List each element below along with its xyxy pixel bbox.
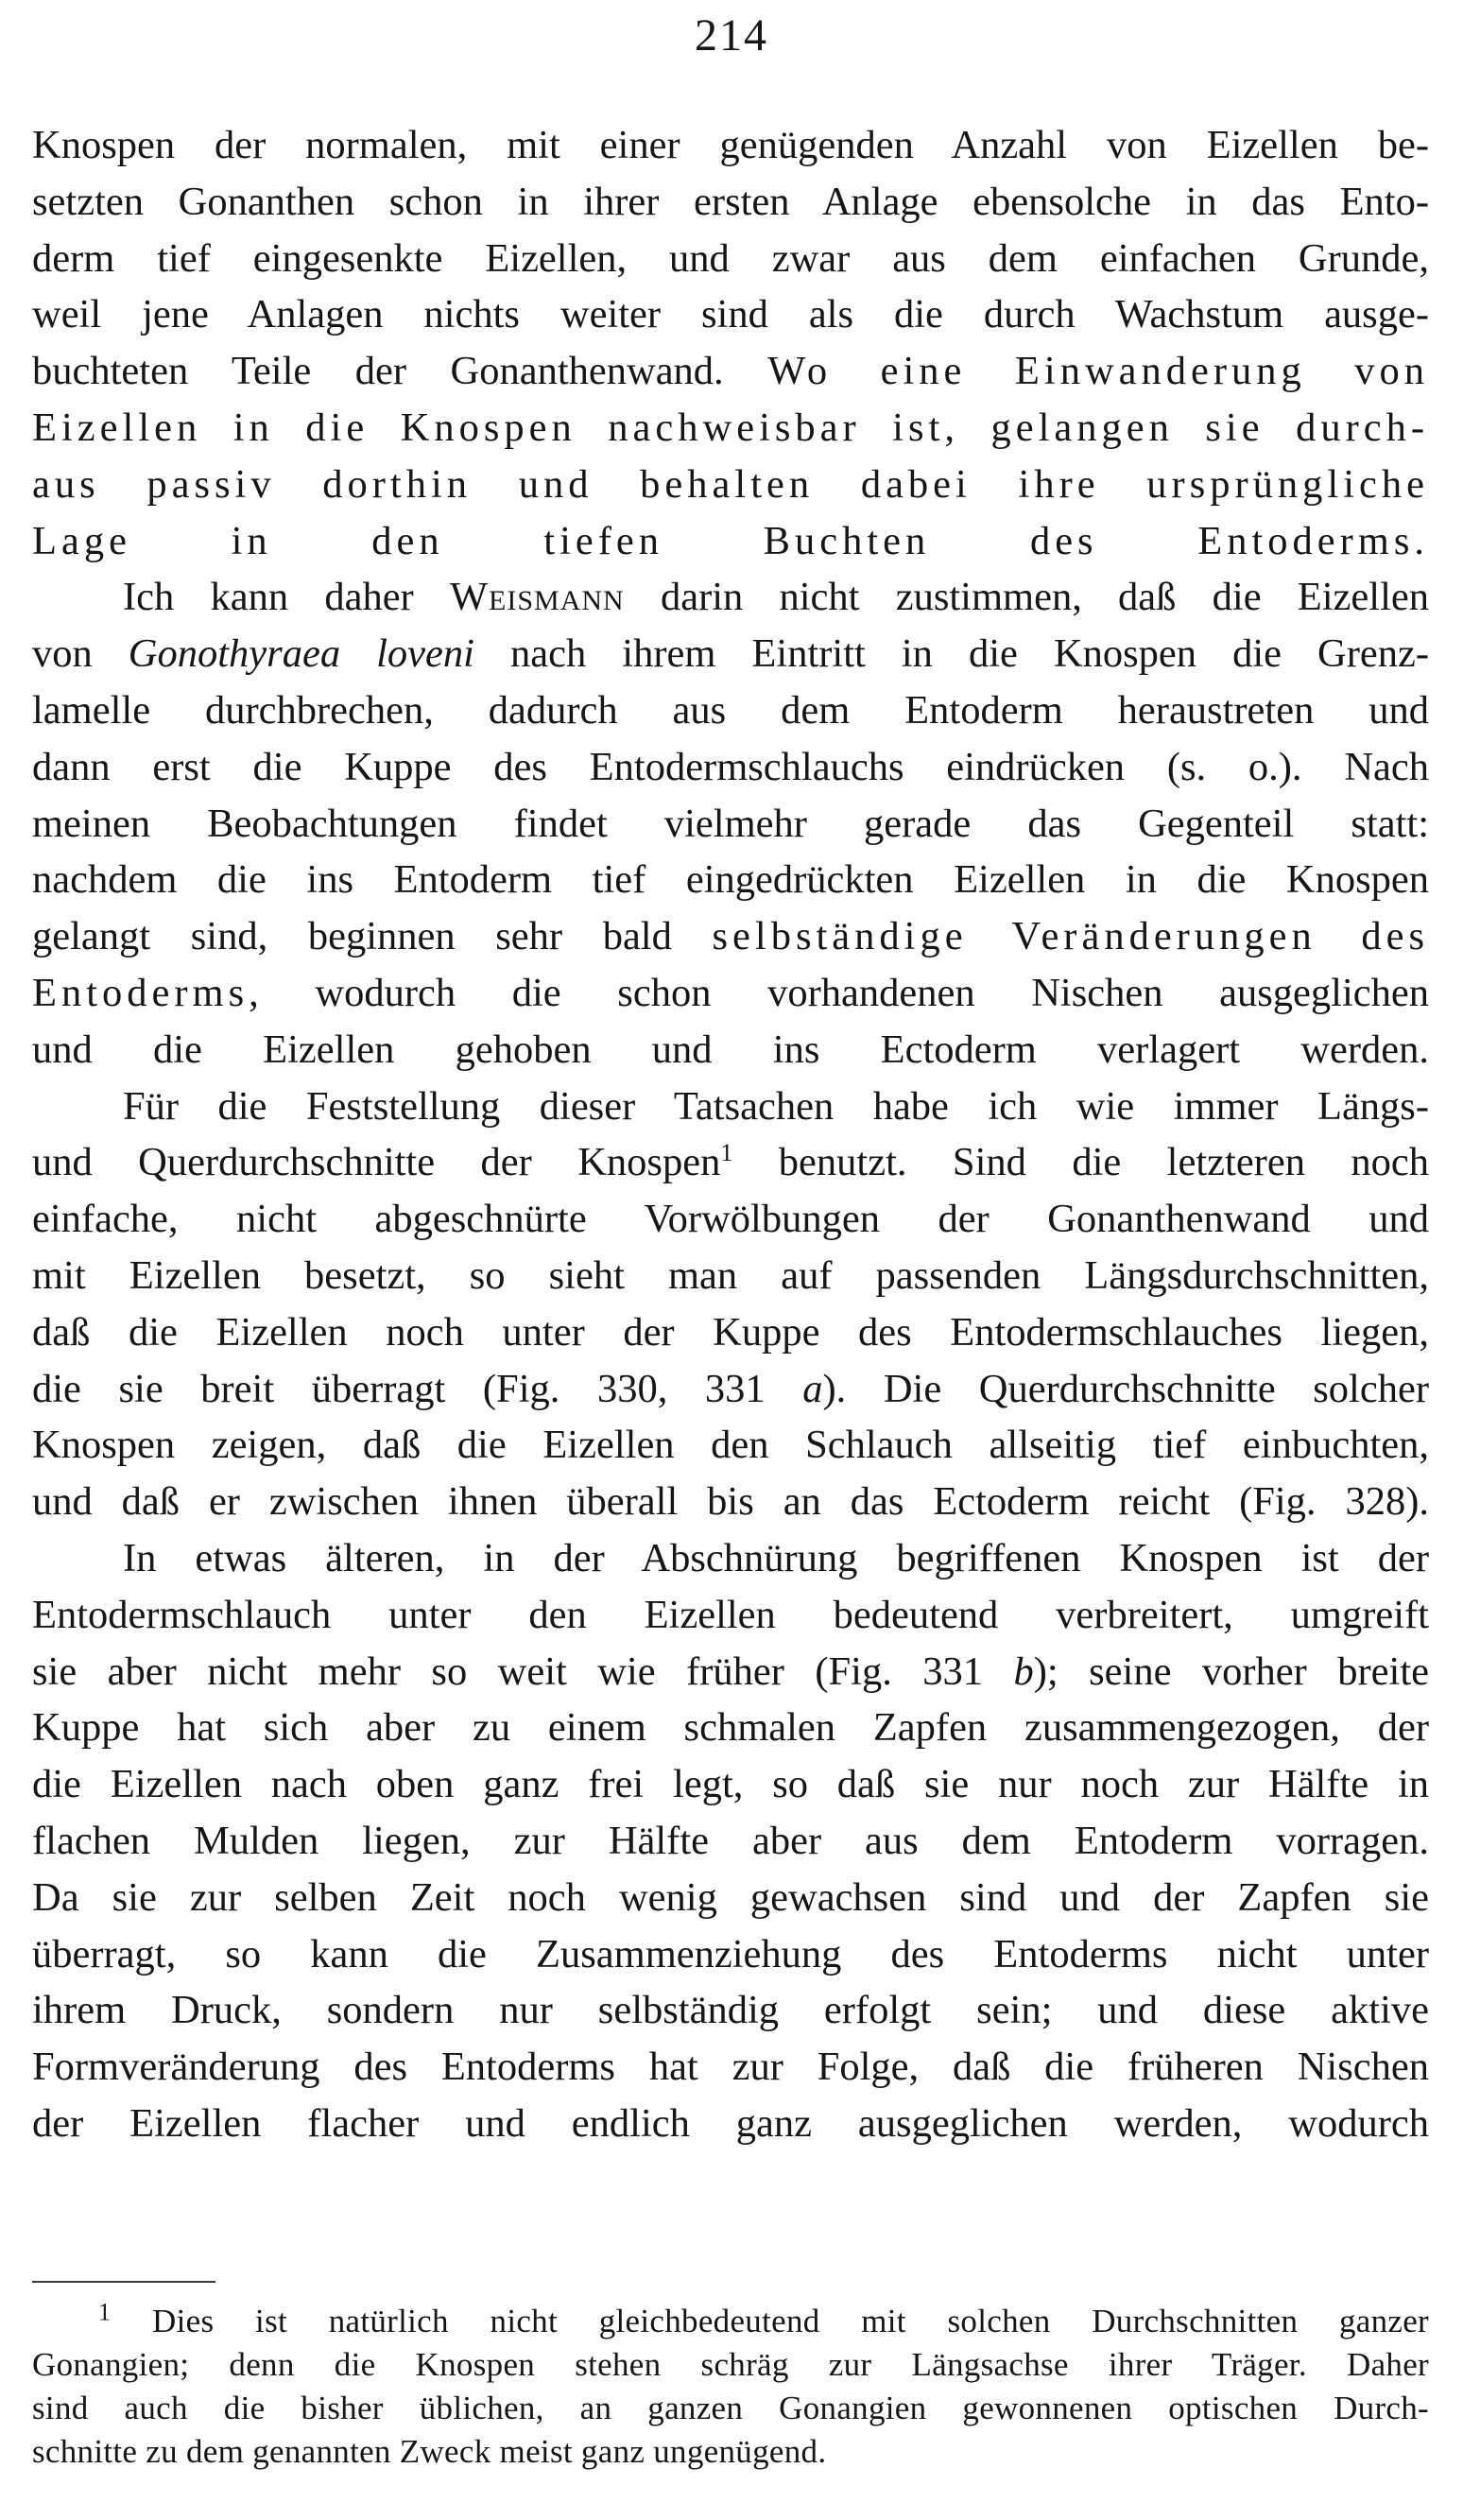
text-line	[32, 908, 1429, 965]
text-line	[32, 626, 1429, 682]
text-line: setzten Gonanthen schon in ihrer ersten Anlage ebensolche in das Ento-	[32, 179, 1429, 224]
spaced-text-line: Lage in den tiefen Buchten des Entoderms.	[32, 518, 1429, 563]
text-run: buchteten Teile der Gonanthenwand.	[32, 349, 724, 394]
spaced-text-line: Eizellen in die Knospen nachweisbar ist, gelangen sie durch-	[32, 405, 1429, 450]
text-line: Entodermschlauch unter den Eizellen bedeutend verbreitert, umgreift	[32, 1592, 1429, 1637]
text-run: Dies ist natürlich nicht gleichbedeutend mit solchen Durchschnitten ganzer	[111, 2303, 1429, 2339]
footnote-divider	[32, 2281, 215, 2283]
text-run: darin nicht zustimmen, daß die Eizellen	[624, 575, 1430, 620]
figure-label: a	[802, 1366, 823, 1411]
footnote	[32, 2300, 1429, 2474]
text-run: nach ihrem Eintritt in die Knospen die Grenz-	[473, 631, 1430, 677]
text-run: und Querdurchschnitte der Knospen	[32, 1140, 721, 1185]
footnote-marker: 1	[98, 2298, 112, 2326]
paragraph-1	[32, 117, 1429, 569]
spaced-text: Wo eine Einwanderung von	[767, 349, 1430, 394]
text-line: derm tief eingesenkte Eizellen, und zwar aus dem einfachen Grunde,	[32, 235, 1429, 281]
text-line: und die Eizellen gehoben und ins Ectoderm verlagert werden.	[32, 1027, 1429, 1072]
text-line: einfache, nicht abgeschnürte Vorwölbungen der Gonanthenwand und	[32, 1197, 1429, 1242]
text-line: weil jene Anlagen nichts weiter sind als die durch Wachstum ausge-	[32, 292, 1429, 337]
text-line: Formveränderung des Entoderms hat zur Folge, daß die früheren Nischen	[32, 2045, 1429, 2090]
text-run: von	[32, 631, 129, 677]
text-line: flachen Mulden liegen, zur Hälfte aber aus dem Entoderm vorragen.	[32, 1818, 1429, 1863]
text-line: In etwas älteren, in der Abschnürung begriffenen Knospen ist der	[123, 1535, 1429, 1580]
author-name: Weismann	[449, 575, 625, 620]
text-run: , wodurch die schon vorhandenen Nischen ausgeglichen	[249, 970, 1429, 1015]
text-line: und daß er zwischen ihnen überall bis an das Ectoderm reicht (Fig. 328).	[32, 1479, 1429, 1525]
spaced-text-line: aus passiv dorthin und behalten dabei ihre ursprüngliche	[32, 461, 1429, 507]
text-line: nachdem die ins Entoderm tief eingedrückten Eizellen in die Knospen	[32, 857, 1429, 903]
text-line: die Eizellen nach oben ganz frei legt, so daß sie nur noch zur Hälfte in	[32, 1762, 1429, 1807]
spaced-text: Entoderms	[32, 970, 250, 1015]
text-line: Knospen zeigen, daß die Eizellen den Schlauch allseitig tief einbuchten,	[32, 1423, 1429, 1468]
paragraph-4	[32, 1530, 1429, 2152]
footnote-line	[32, 2300, 1429, 2343]
text-run: benutzt. Sind die letzteren noch	[732, 1140, 1429, 1185]
text-run: ); seine vorher breite	[1033, 1648, 1430, 1694]
footnote-line: sind auch die bisher üblichen, an ganzen Gonangien gewonnenen optischen Durch-	[32, 2390, 1429, 2426]
text-line	[32, 1134, 1429, 1191]
paragraph-2	[32, 569, 1429, 1078]
paragraph-3	[32, 1079, 1429, 1530]
text-line: Kuppe hat sich aber zu einem schmalen Zapfen zusammengezogen, der	[32, 1705, 1429, 1751]
text-line	[32, 1644, 1429, 1700]
text-run: gelangt sind, beginnen sehr bald	[32, 914, 713, 959]
text-line: meinen Beobachtungen findet vielmehr gerade das Gegenteil statt:	[32, 801, 1429, 846]
text-line: überragt, so kann die Zusammenziehung des Entoderms nicht unter	[32, 1931, 1429, 1976]
text-line: Für die Feststellung dieser Tatsachen habe ich wie immer Längs-	[123, 1083, 1429, 1129]
text-run: ). Die Querdurchschnitte solcher	[822, 1366, 1429, 1411]
text-run: Ich kann daher	[123, 575, 450, 620]
figure-label: b	[1013, 1648, 1034, 1694]
text-line: ihrem Druck, sondern nur selbständig erfolgt sein; und diese aktive	[32, 1988, 1429, 2033]
text-run: die sie breit überragt (Fig. 330, 331	[32, 1366, 803, 1411]
text-line	[32, 343, 1429, 400]
page-number: 214	[695, 10, 768, 60]
text-line: mit Eizellen besetzt, so sieht man auf passenden Längsdurchschnitten,	[32, 1252, 1429, 1298]
text-line	[32, 569, 1429, 626]
text-line	[32, 1361, 1429, 1418]
text-line: Da sie zur selben Zeit noch wenig gewachsen sind und der Zapfen sie	[32, 1874, 1429, 1920]
text-line	[32, 965, 1429, 1022]
text-line: dann erst die Kuppe des Entodermschlauchs eindrücken (s. o.). Nach	[32, 744, 1429, 789]
footnote-line: Gonangien; denn die Knospen stehen schräg zur Längsachse ihrer Träger. Daher	[32, 2346, 1429, 2383]
text-line: der Eizellen flacher und endlich ganz ausgeglichen werden, wodurch	[32, 2100, 1429, 2146]
text-line: daß die Eizellen noch unter der Kuppe des Entodermschlauches liegen,	[32, 1309, 1429, 1355]
species-name: Gonothyraea loveni	[128, 631, 474, 677]
footnote-ref: 1	[720, 1139, 733, 1167]
spaced-text: selbständige Veränderungen des	[712, 914, 1429, 959]
text-line: lamelle durchbrechen, dadurch aus dem Entoderm heraustreten und	[32, 687, 1429, 733]
footnote-line: schnitte zu dem genannten Zweck meist ganz ungenügend.	[32, 2433, 827, 2470]
text-line: Knospen der normalen, mit einer genügenden Anzahl von Eizellen be-	[32, 123, 1429, 167]
text-run: sie aber nicht mehr so weit wie früher (Fig. 331	[32, 1648, 1014, 1694]
body-text	[32, 117, 1429, 2152]
